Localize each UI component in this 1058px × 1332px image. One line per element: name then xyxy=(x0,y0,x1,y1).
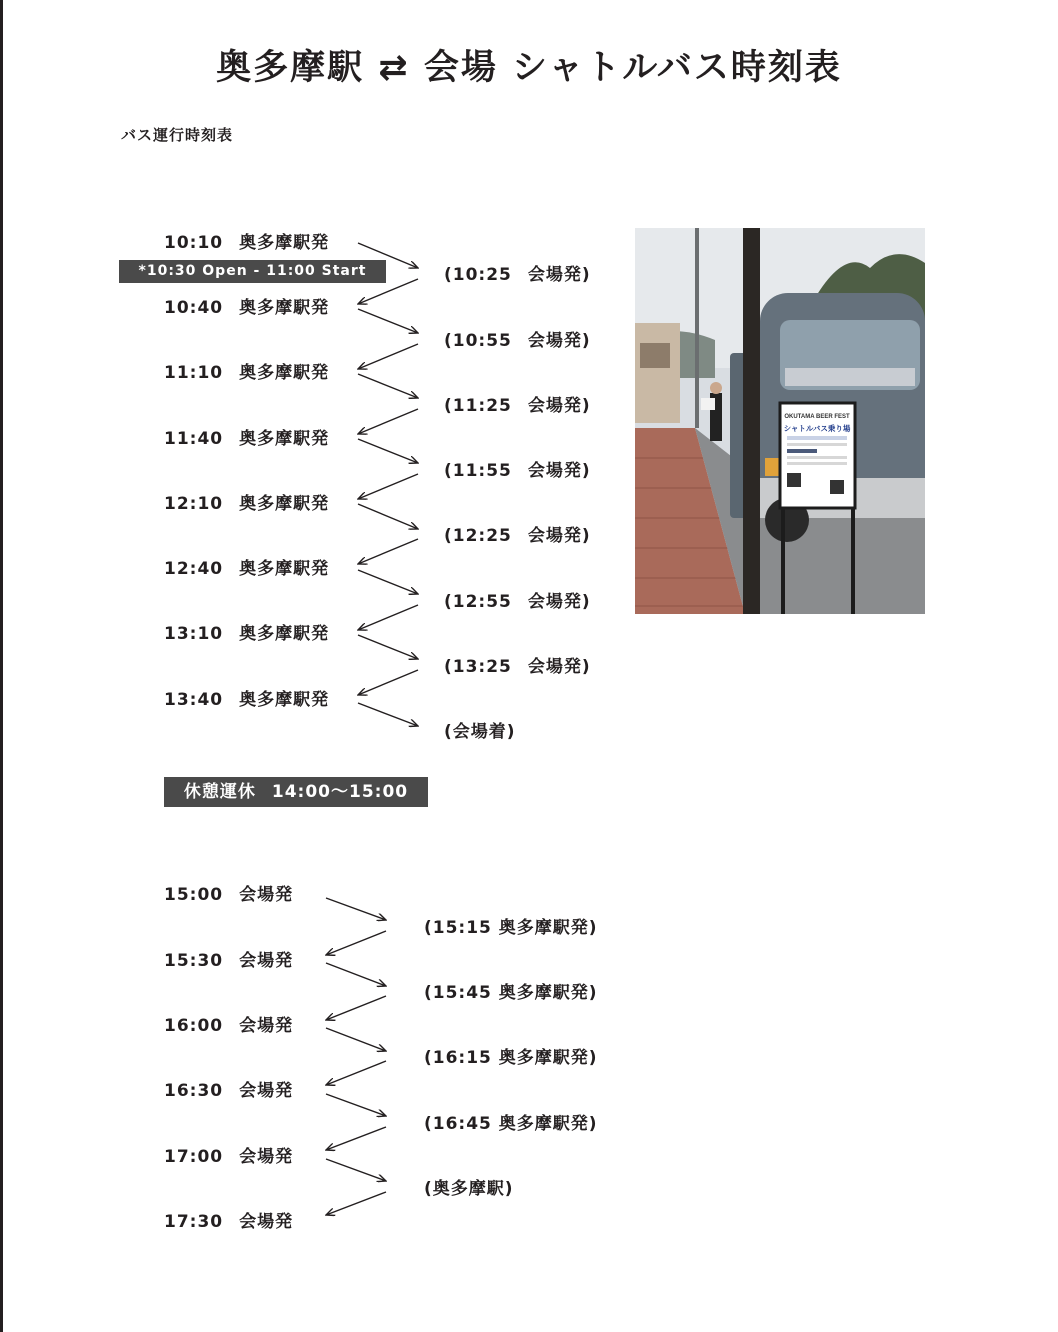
schedule-entry-right: (15:45 奥多摩駅発) xyxy=(424,983,598,1003)
section-subtitle: バス運行時刻表 xyxy=(121,126,234,144)
schedule-entry-right: (13:25 会場発) xyxy=(444,657,591,677)
schedule-entry-left: 10:10 奥多摩駅発 xyxy=(164,233,330,253)
schedule-entry-left: 13:10 奥多摩駅発 xyxy=(164,624,330,644)
schedule-entry-left: 12:40 奥多摩駅発 xyxy=(164,559,330,579)
arrow-to-station xyxy=(358,670,418,695)
arrow-to-station xyxy=(326,898,386,920)
schedule-entry-left: 16:30 会場発 xyxy=(164,1081,294,1101)
schedule-entry-left: 11:10 奥多摩駅発 xyxy=(164,363,330,383)
schedule-entry-left: 12:10 奥多摩駅発 xyxy=(164,494,330,514)
arrow-to-venue xyxy=(358,309,418,333)
schedule-entry-left: 10:40 奥多摩駅発 xyxy=(164,298,330,318)
schedule-entry-right: (11:55 会場発) xyxy=(444,461,591,481)
schedule-entry-right: (10:25 会場発) xyxy=(444,265,591,285)
sign-title: シャトルバス乗り場 xyxy=(783,424,851,433)
schedule-entry-right: (10:55 会場発) xyxy=(444,331,591,351)
schedule-entry-left: 16:00 会場発 xyxy=(164,1016,294,1036)
sign-brand: OKUTAMA BEER FEST xyxy=(784,414,850,420)
schedule-entry-left: 17:30 会場発 xyxy=(164,1212,294,1232)
arrow-to-venue xyxy=(358,504,418,529)
arrow-to-venue xyxy=(358,374,418,398)
schedule-entry-right: (16:45 奥多摩駅発) xyxy=(424,1114,598,1134)
arrow-to-venue xyxy=(358,635,418,659)
arrow-to-venue xyxy=(358,243,418,268)
arrow-to-venue xyxy=(326,996,386,1020)
schedule-entry-left: 11:40 奥多摩駅発 xyxy=(164,429,330,449)
arrow-to-venue xyxy=(358,439,418,463)
arrow-to-station xyxy=(326,1028,386,1051)
open-start-notice: *10:30 Open - 11:00 Start xyxy=(119,260,386,283)
arrow-to-venue xyxy=(326,931,386,955)
schedule-entry-right: (11:25 会場発) xyxy=(444,396,591,416)
arrow-to-venue xyxy=(358,703,418,726)
arrow-to-venue xyxy=(358,570,418,594)
schedule-entry-right: (16:15 奥多摩駅発) xyxy=(424,1048,598,1068)
page-title: 奥多摩駅 ⇄ 会場 シャトルバス時刻表 xyxy=(216,48,842,88)
arrow-to-station xyxy=(358,605,418,630)
bus-stop-photo xyxy=(635,228,925,614)
schedule-entry-left: 15:30 会場発 xyxy=(164,951,294,971)
arrow-to-station xyxy=(358,344,418,369)
arrow-to-station xyxy=(326,1159,386,1181)
arrow-to-station xyxy=(358,474,418,499)
arrow-to-station xyxy=(326,963,386,986)
arrow-to-venue xyxy=(326,1127,386,1150)
arrow-to-station xyxy=(358,279,418,304)
schedule-entry-left: 13:40 奥多摩駅発 xyxy=(164,690,330,710)
arrow-to-venue xyxy=(326,1192,386,1215)
schedule-entry-right: (会場着) xyxy=(444,722,516,742)
arrow-to-station xyxy=(358,539,418,564)
schedule-entry-left: 15:00 会場発 xyxy=(164,885,294,905)
schedule-entry-right: (15:15 奥多摩駅発) xyxy=(424,918,598,938)
schedule-entry-right: (12:55 会場発) xyxy=(444,592,591,612)
schedule-entry-left: 17:00 会場発 xyxy=(164,1147,294,1167)
schedule-entry-right: (奥多摩駅) xyxy=(424,1179,514,1199)
arrow-to-station xyxy=(358,409,418,434)
break-banner: 休憩運休 14:00〜15:00 xyxy=(164,777,428,807)
schedule-entry-right: (12:25 会場発) xyxy=(444,526,591,546)
arrow-to-station xyxy=(326,1094,386,1116)
arrow-to-venue xyxy=(326,1061,386,1085)
